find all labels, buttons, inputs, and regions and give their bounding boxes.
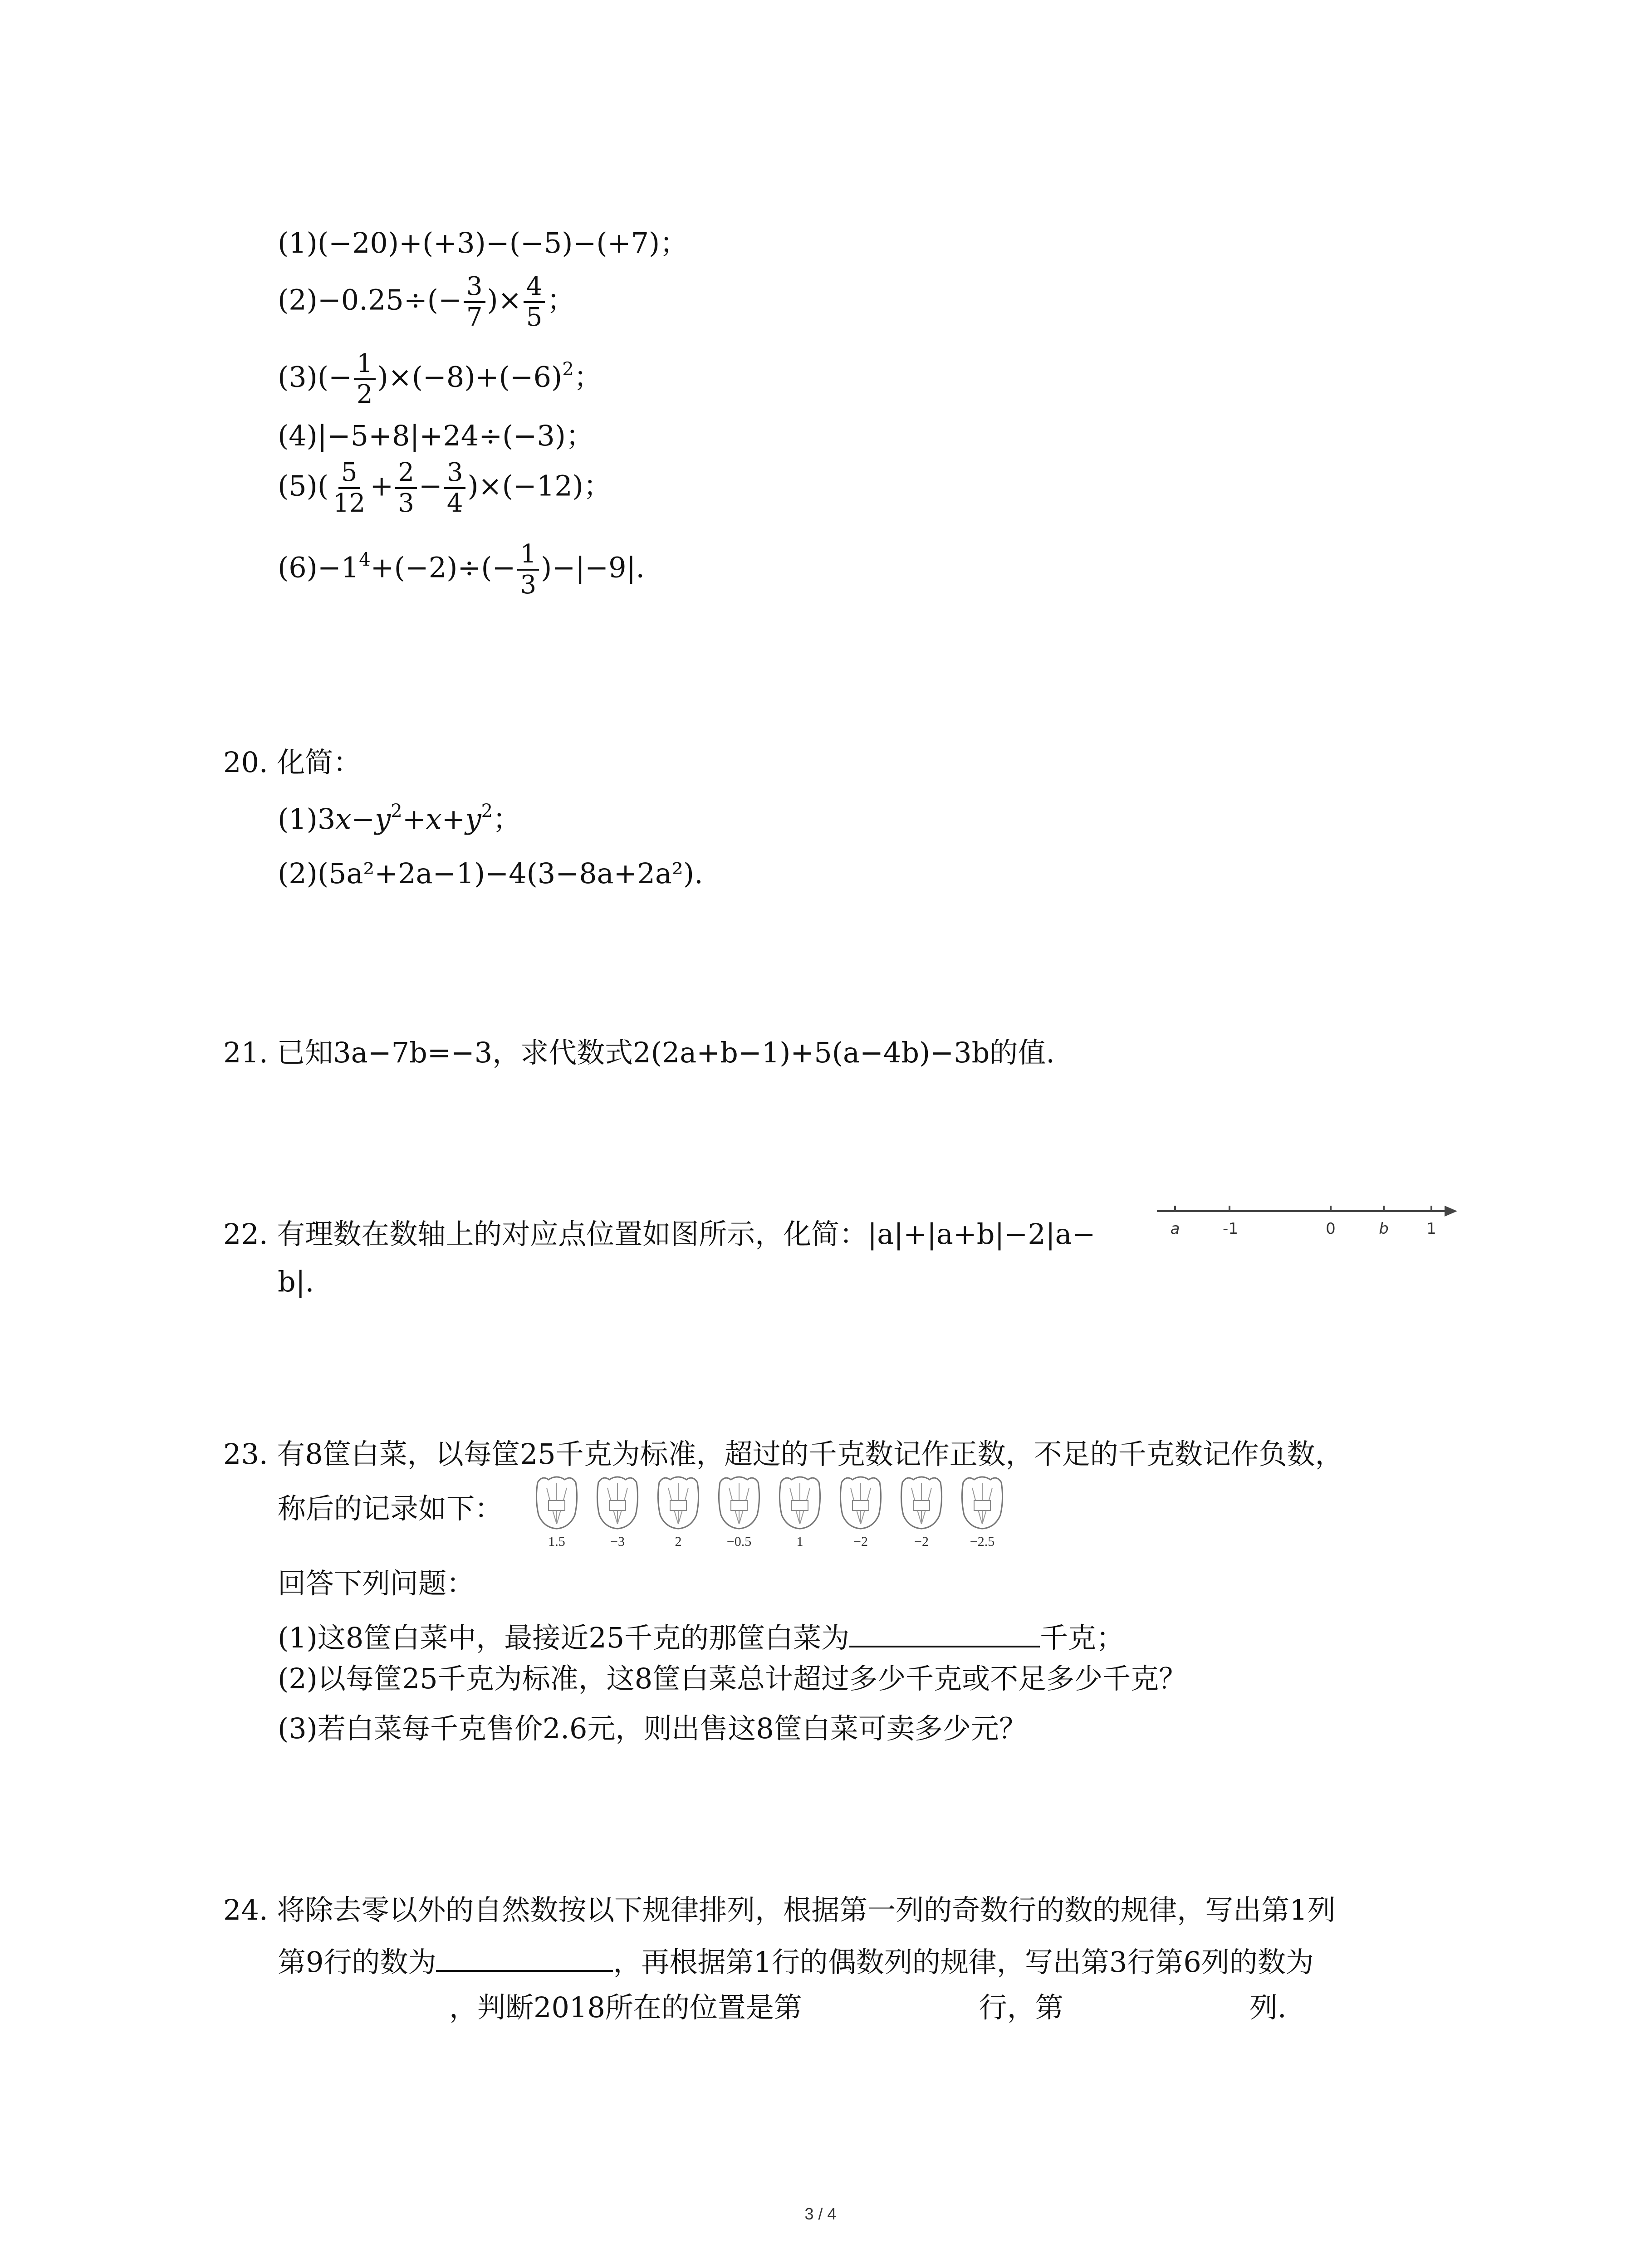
cabbage-icon [898,1474,945,1530]
q20-item-1: $(1)3x-y^2+x+y^2$； [278,801,521,836]
fraction: $\frac{4}{5}$ [524,272,545,332]
q19-item-5: (5)( $\frac{5}{12}$ + $\frac{2}{3}$ − $\frac{3}{4}$ )×(−12)； [278,458,612,518]
cabbage-record: 2 [648,1474,709,1549]
fraction: $\frac{5}{12}$ [333,458,366,518]
q19-item-2: (2)−0.25÷(− $\frac{3}{7}$ )× $\frac{4}{5}$ ； [278,272,575,332]
axis-label-neg1: -1 [1223,1220,1238,1238]
q24-line-1: 24. 将除去零以外的自然数按以下规律排列，根据第一列的奇数行的数的规律，写出第1列 [223,1893,1336,1926]
q23-line-3: 回答下列问题： [278,1567,475,1600]
fraction: $\frac{3}{7}$ [464,272,485,332]
q20-item-2: (2)(5a²+2a−1)−4(3−8a+2a²). [278,857,703,890]
cabbage-record: −2.5 [952,1474,1013,1549]
fraction: $\frac{1}{3}$ [517,540,539,600]
axis-label-b: b [1379,1220,1389,1238]
q23-line-1: 23. 有8筐白菜，以每筐25千克为标准，超过的千克数记作正数，不足的千克数记作负数， [223,1437,1343,1471]
cabbage-record: −2 [891,1474,952,1549]
fraction: $\frac{3}{4}$ [444,458,466,518]
fraction: $\frac{2}{3}$ [395,458,417,518]
cabbage-icon [594,1474,641,1530]
answer-blank[interactable] [849,1619,1040,1647]
fraction: $\frac{1}{2}$ [354,349,376,410]
cabbage-record: 1 [769,1474,830,1549]
q19-item-1: (1)(−20)+(+3)−(−5)−(+7)； [278,226,688,259]
answer-blank[interactable] [436,1944,613,1972]
q22-line-2: b|. [278,1265,314,1298]
q23-line-2: 称后的记录如下： [278,1492,503,1525]
q24-line-2: 第9行的数为 ，再根据第1行的偶数列的规律，写出第3行第6列的数为 [278,1944,1314,1976]
q19-item-4: (4)|−5+8|+24÷(−3)； [278,419,594,452]
q23-part-2: (2)以每筐25千克为标准，这8筐白菜总计超过多少千克或不足多少千克？ [278,1662,1187,1695]
q21-text: 21. 已知3a−7b=−3，求代数式2(2a+b−1)+5(a−4b)−3b的值. [223,1036,1055,1069]
q22-line-1: 22. 有理数在数轴上的对应点位置如图所示，化简：|a|+|a+b|−2|a− [223,1217,1096,1251]
q20-heading: 20. 化简： [223,746,362,779]
q23-part-3: (3)若白菜每千克售价2.6元，则出售这8筐白菜可卖多少元？ [278,1712,1027,1745]
arrow-head-icon [1445,1206,1457,1217]
axis-label-0: 0 [1326,1220,1336,1238]
page-number: 3 / 4 [804,2204,837,2223]
cabbage-icon [533,1474,580,1530]
cabbage-record: −0.5 [709,1474,769,1549]
cabbage-record: 1.5 [526,1474,587,1549]
q24-line-3: ，判断2018所在的位置是第 行，第 列. [449,1991,1287,2024]
cabbage-icon [959,1474,1006,1530]
cabbage-icon [655,1474,702,1530]
cabbage-icon [715,1474,763,1530]
cabbage-icon [776,1474,823,1530]
axis-label-1: 1 [1426,1220,1436,1238]
q19-item-3: (3)(− $\frac{1}{2}$ )$\times(-8)+(-6)^2$； [278,349,602,410]
number-line-figure [1152,1198,1461,1247]
q23-part-1: (1)这8筐白菜中，最接近25千克的那筐白菜为 千克； [278,1619,1124,1652]
q19-item-6: $(6)-1^4+(-2)\div(-$ $\frac{1}{3}$ )−|−9|. [278,539,645,600]
cabbage-records [526,1474,1013,1549]
axis-label-a: a [1170,1220,1180,1238]
cabbage-record: −3 [587,1474,648,1549]
cabbage-icon [837,1474,884,1530]
cabbage-record: −2 [830,1474,891,1549]
